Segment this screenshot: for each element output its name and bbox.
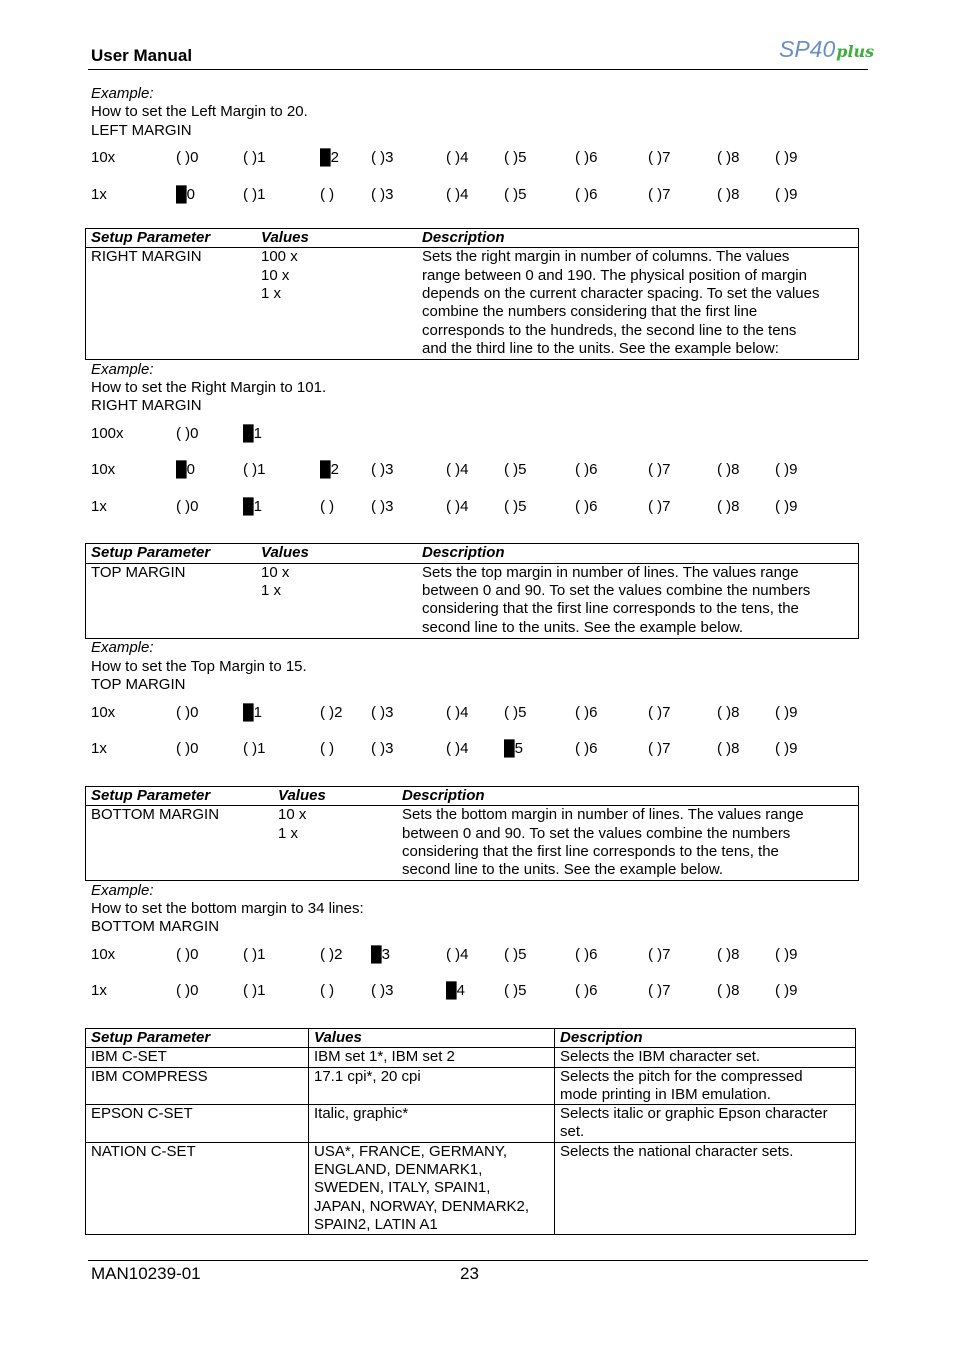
option: ( )4 <box>446 704 469 721</box>
option: ( )7 <box>648 186 671 203</box>
table-row <box>86 1048 856 1067</box>
cell-line: combine the numbers considering that the first line <box>422 303 758 321</box>
top-margin-table <box>85 543 859 639</box>
option: ( )9 <box>775 704 798 721</box>
header-values: Values <box>309 1029 555 1048</box>
selected-option: █1 <box>243 425 262 442</box>
table-header-row <box>86 1029 856 1048</box>
cell-line: and the third line to the units. See the example below: <box>422 339 779 357</box>
option: ( )1 <box>243 740 266 757</box>
document-id: MAN10239-01 <box>91 1264 201 1283</box>
option: ( )7 <box>648 149 671 166</box>
option: ( )4 <box>446 498 469 515</box>
parameter-description <box>555 1142 856 1234</box>
option: ( )8 <box>717 149 740 166</box>
example-parameter: TOP MARGIN <box>91 676 186 693</box>
header-setup-parameter: Setup Parameter <box>86 544 257 564</box>
header-description: Description <box>555 1029 856 1048</box>
option: ( )5 <box>504 149 527 166</box>
option: ( )7 <box>648 498 671 515</box>
parameter-name: IBM COMPRESS <box>86 1067 309 1105</box>
parameter-name: EPSON C-SET <box>86 1105 309 1143</box>
option: ( )0 <box>176 149 199 166</box>
table-header-row <box>86 544 859 564</box>
selected-option: █2 <box>320 461 339 478</box>
option: ( )8 <box>717 740 740 757</box>
option: ( )7 <box>648 704 671 721</box>
cell-line: USA*, FRANCE, GERMANY, <box>314 1142 508 1160</box>
option: ( )0 <box>176 740 199 757</box>
character-set-table <box>85 1028 856 1235</box>
option: ( )4 <box>446 186 469 203</box>
row-multiplier-label: 1x <box>91 982 107 999</box>
option: ( )4 <box>446 461 469 478</box>
header-values: Values <box>273 787 397 806</box>
example-parameter: BOTTOM MARGIN <box>91 918 220 935</box>
cell-line: depends on the current character spacing. To set the values <box>422 285 820 303</box>
option: ( )5 <box>504 461 527 478</box>
table-row <box>86 248 859 360</box>
option: ( )0 <box>176 982 199 999</box>
header-rule <box>88 69 868 70</box>
option: ( )5 <box>504 186 527 203</box>
cell-line: 10 x <box>261 563 290 581</box>
header-values: Values <box>256 544 417 564</box>
option: ( )3 <box>371 740 394 757</box>
option: ( )8 <box>717 982 740 999</box>
cell-line: second line to the units. See the example below. <box>422 618 744 636</box>
option: ( )8 <box>717 461 740 478</box>
parameter-values <box>256 563 417 638</box>
option: ( )1 <box>243 946 266 963</box>
option: ( )9 <box>775 461 798 478</box>
option: ( )9 <box>775 498 798 515</box>
option: ( )8 <box>717 946 740 963</box>
option: ( )9 <box>775 982 798 999</box>
parameter-values <box>309 1142 555 1234</box>
parameter-name: TOP MARGIN <box>91 563 186 581</box>
option: ( )6 <box>575 946 598 963</box>
parameter-description <box>555 1105 856 1143</box>
option: ( )9 <box>775 186 798 203</box>
option: ( )2 <box>320 946 343 963</box>
cell-line: IBM set 1*, IBM set 2 <box>314 1048 455 1066</box>
bottom-margin-table <box>85 786 859 881</box>
option: ( )1 <box>243 461 266 478</box>
option: ( )7 <box>648 946 671 963</box>
option: ( )5 <box>504 704 527 721</box>
parameter-name: IBM C-SET <box>86 1048 309 1067</box>
option: ( )3 <box>371 982 394 999</box>
option: ( )8 <box>717 498 740 515</box>
option: ( )0 <box>176 704 199 721</box>
cell-line: second line to the units. See the example below. <box>402 861 724 879</box>
parameter-description <box>555 1048 856 1067</box>
cell-line: Selects the national character sets. <box>560 1142 794 1160</box>
table-header-row <box>86 229 859 248</box>
option: ( )5 <box>504 946 527 963</box>
parameter-description <box>417 563 859 638</box>
header-setup-parameter: Setup Parameter <box>86 1029 309 1048</box>
table-row <box>86 1105 856 1143</box>
option: ( )5 <box>504 982 527 999</box>
row-multiplier-label: 10x <box>91 149 116 166</box>
row-multiplier-label: 100x <box>91 425 124 442</box>
option: ( )3 <box>371 498 394 515</box>
example-label: Example: <box>91 882 154 899</box>
header-description: Description <box>417 544 859 564</box>
cell-line: mode printing in IBM emulation. <box>560 1085 771 1103</box>
option: ( )1 <box>243 186 266 203</box>
option: ( )6 <box>575 704 598 721</box>
cell-line: 1 x <box>261 285 282 303</box>
selected-option: █4 <box>446 982 465 999</box>
table-row <box>86 563 859 638</box>
example-parameter: RIGHT MARGIN <box>91 397 202 414</box>
option: ( )3 <box>371 704 394 721</box>
selected-option: █5 <box>504 740 523 757</box>
parameter-values <box>309 1067 555 1105</box>
option: ( )7 <box>648 982 671 999</box>
cell-line: 10 x <box>261 266 290 284</box>
cell-line: Selects the IBM character set. <box>560 1048 761 1066</box>
example-description: How to set the Top Margin to 15. <box>91 658 307 675</box>
option: ( )1 <box>243 149 266 166</box>
table-row <box>86 1067 856 1105</box>
option: ( )0 <box>176 498 199 515</box>
table-row <box>86 806 859 881</box>
right-margin-table <box>85 228 859 360</box>
row-multiplier-label: 1x <box>91 186 107 203</box>
logo-main: SP40 <box>779 36 836 62</box>
option: ( )3 <box>371 461 394 478</box>
table-row <box>86 1142 856 1234</box>
parameter-description <box>417 248 859 360</box>
cell-line: 10 x <box>278 806 307 824</box>
option: ( ) <box>320 982 335 999</box>
option: ( )2 <box>320 704 343 721</box>
parameter-values <box>309 1048 555 1067</box>
header-description: Description <box>417 229 859 248</box>
selected-option: █0 <box>176 461 195 478</box>
option: ( )3 <box>371 186 394 203</box>
option: ( )6 <box>575 740 598 757</box>
parameter-description <box>397 806 859 881</box>
cell-line: considering that the first line corresponds to the tens, the <box>422 600 799 618</box>
parameter-description <box>555 1067 856 1105</box>
page-number: 23 <box>460 1264 479 1283</box>
cell-line: between 0 and 90. To set the values combine the numbers <box>402 824 791 842</box>
logo-suffix: plus <box>836 42 875 61</box>
option: ( )1 <box>243 982 266 999</box>
selected-option: █1 <box>243 704 262 721</box>
parameter-name: BOTTOM MARGIN <box>91 806 220 824</box>
option: ( )8 <box>717 186 740 203</box>
selected-option: █2 <box>320 149 339 166</box>
option: ( )6 <box>575 982 598 999</box>
cell-line: 17.1 cpi*, 20 cpi <box>314 1067 421 1085</box>
header-setup-parameter: Setup Parameter <box>86 787 274 806</box>
option: ( )9 <box>775 740 798 757</box>
option: ( )6 <box>575 498 598 515</box>
footer-rule <box>88 1260 868 1261</box>
cell-line: 1 x <box>278 824 299 842</box>
cell-line: SWEDEN, ITALY, SPAIN1, <box>314 1179 491 1197</box>
option: ( )0 <box>176 425 199 442</box>
example-label: Example: <box>91 361 154 378</box>
example-label: Example: <box>91 85 154 102</box>
option: ( )6 <box>575 149 598 166</box>
cell-line: Sets the top margin in number of lines. The values range <box>422 563 799 581</box>
example-description: How to set the Left Margin to 20. <box>91 103 308 120</box>
row-multiplier-label: 10x <box>91 704 116 721</box>
parameter-name: NATION C-SET <box>86 1142 309 1234</box>
cell-line: range between 0 and 190. The physical position of margin <box>422 266 807 284</box>
page-header-title: User Manual <box>91 46 193 65</box>
cell-line: corresponds to the hundreds, the second line to the tens <box>422 321 797 339</box>
option: ( )5 <box>504 498 527 515</box>
example-description: How to set the bottom margin to 34 lines: <box>91 900 364 917</box>
parameter-values <box>273 806 397 881</box>
cell-line: set. <box>560 1123 585 1141</box>
option: ( ) <box>320 186 335 203</box>
cell-line: Selects the pitch for the compressed <box>560 1067 803 1085</box>
option: ( )6 <box>575 186 598 203</box>
option: ( )7 <box>648 461 671 478</box>
cell-line: ENGLAND, DENMARK1, <box>314 1161 483 1179</box>
selected-option: █1 <box>243 498 262 515</box>
cell-line: Sets the bottom margin in number of lines. The values range <box>402 806 804 824</box>
option: ( )9 <box>775 149 798 166</box>
cell-line: JAPAN, NORWAY, DENMARK2, <box>314 1197 530 1215</box>
option: ( )9 <box>775 946 798 963</box>
selected-option: █0 <box>176 186 195 203</box>
row-multiplier-label: 10x <box>91 946 116 963</box>
option: ( ) <box>320 740 335 757</box>
cell-line: 1 x <box>261 581 282 599</box>
cell-line: between 0 and 90. To set the values combine the numbers <box>422 581 811 599</box>
cell-line: Selects italic or graphic Epson character <box>560 1105 828 1123</box>
cell-line: Sets the right margin in number of columns. The values <box>422 248 790 266</box>
option: ( ) <box>320 498 335 515</box>
cell-line: SPAIN2, LATIN A1 <box>314 1215 438 1233</box>
example-description: How to set the Right Margin to 101. <box>91 379 327 396</box>
option: ( )3 <box>371 149 394 166</box>
row-multiplier-label: 1x <box>91 740 107 757</box>
row-multiplier-label: 10x <box>91 461 116 478</box>
option: ( )6 <box>575 461 598 478</box>
option: ( )7 <box>648 740 671 757</box>
header-values: Values <box>256 229 417 248</box>
table-header-row <box>86 787 859 806</box>
parameter-values <box>309 1105 555 1143</box>
option: ( )4 <box>446 149 469 166</box>
parameter-values <box>256 248 417 360</box>
option: ( )0 <box>176 946 199 963</box>
example-parameter: LEFT MARGIN <box>91 122 192 139</box>
header-setup-parameter: Setup Parameter <box>86 229 257 248</box>
option: ( )4 <box>446 946 469 963</box>
example-label: Example: <box>91 639 154 656</box>
option: ( )8 <box>717 704 740 721</box>
sp40plus-logo <box>779 36 874 63</box>
cell-line: considering that the first line corresponds to the tens, the <box>402 842 779 860</box>
selected-option: █3 <box>371 946 390 963</box>
cell-line: 100 x <box>261 248 298 266</box>
parameter-name: RIGHT MARGIN <box>91 248 202 266</box>
option: ( )4 <box>446 740 469 757</box>
cell-line: Italic, graphic* <box>314 1105 409 1123</box>
row-multiplier-label: 1x <box>91 498 107 515</box>
header-description: Description <box>397 787 859 806</box>
